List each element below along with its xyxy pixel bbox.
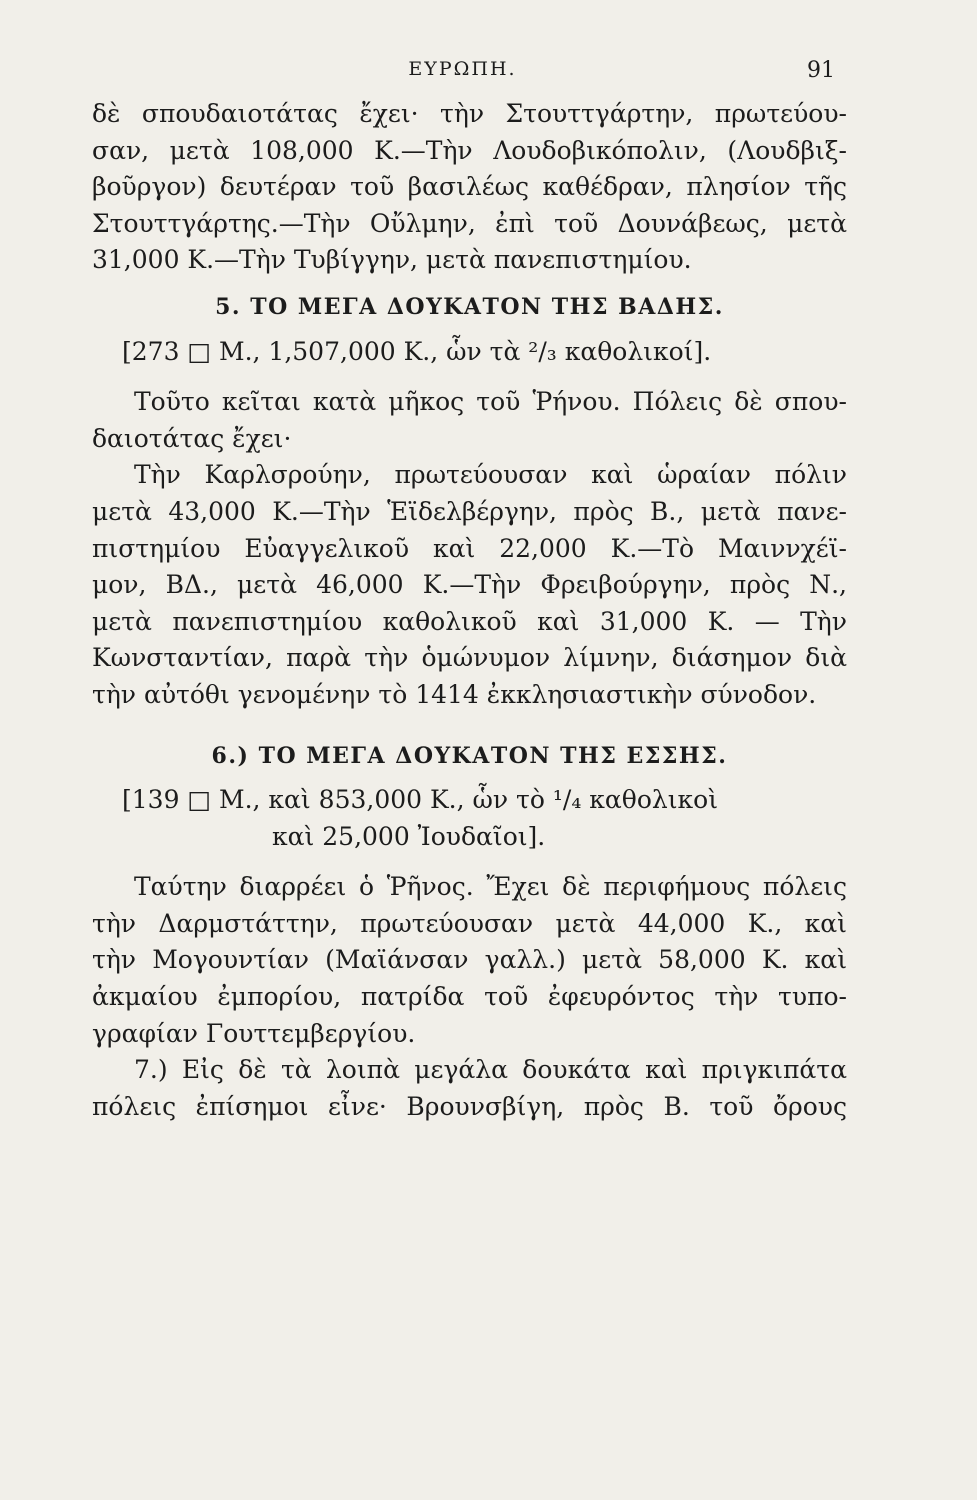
text-line: γραφίαν Γουττεμβεργίου. xyxy=(92,1018,416,1048)
section-5-text xyxy=(92,384,847,713)
page-number: 91 xyxy=(807,58,835,83)
text-line: Ταύτην διαρρέει ὁ Ῥῆνος. Ἔχει δὲ περιφήμους πόλεις xyxy=(134,872,847,902)
section-6-text xyxy=(92,869,847,1052)
text-line: σαν, μετὰ 108,000 Κ.—Τὴν Λουδοβικόπολιν, (Λουδβιξ- xyxy=(92,135,847,165)
text-line: τὴν Δαρμστάττην, πρωτεύουσαν μετὰ 44,000 Κ., καὶ xyxy=(92,908,847,938)
section-6-heading: 6.) ΤΟ ΜΕΓΑ ΔΟΥΚΑΤΟΝ ΤΗΣ ΕΣΣΗΣ. xyxy=(211,742,728,769)
text-line: πιστημίου Εὐαγγελικοῦ καὶ 22,000 Κ.—Τὸ Μαιννχέϊ- xyxy=(92,533,847,563)
intro-paragraph xyxy=(92,96,847,279)
text-line: δὲ σπουδαιοτάτας ἔχει· τὴν Στουττγάρτην, πρωτεύου- xyxy=(92,99,847,128)
section-7-text xyxy=(92,1052,847,1125)
text-line: ἀκμαίου ἐμπορίου, πατρίδα τοῦ ἐφευρόντος τὴν τυπο- xyxy=(92,982,847,1012)
page-body xyxy=(92,96,847,1125)
page-header xyxy=(90,58,835,88)
text-line: τὴν Μογουντίαν (Μαϊάνσαν γαλλ.) μετὰ 58,000 Κ. καὶ xyxy=(92,945,847,975)
text-line: 7.) Εἰς δὲ τὰ λοιπὰ μεγάλα δουκάτα καὶ πριγκιπάτα xyxy=(134,1055,847,1085)
text-line: 31,000 Κ.—Τὴν Τυβίγγην, μετὰ πανεπιστημίου. xyxy=(92,245,692,275)
text-line: Τὴν Καρλσρούην, πρωτεύουσαν καὶ ὡραίαν πόλιν xyxy=(134,460,847,490)
text-line: πόλεις ἐπίσημοι εἶνε· Βρουνσβίγη, πρὸς Β. τοῦ ὄρους xyxy=(92,1091,847,1121)
text-line: Κωνσταντίαν, παρὰ τὴν ὁμώνυμον λίμνην, διάσημον διὰ xyxy=(92,643,847,673)
text-line: Στουττγάρτης.—Τὴν Οὔλμην, ἐπὶ τοῦ Δουνάβεως, μετὰ xyxy=(92,208,847,238)
text-line: μον, ΒΔ., μετὰ 46,000 Κ.—Τὴν Φρειβούργην, πρὸς Ν., xyxy=(92,570,847,600)
text-line: μετὰ 43,000 Κ.—Τὴν Ἑϊδελβέργην, πρὸς Β., μετὰ πανε- xyxy=(92,496,847,526)
text-line: δαιοτάτας ἔχει· xyxy=(92,423,292,453)
section-5-heading: 5. ΤΟ ΜΕΓΑ ΔΟΥΚΑΤΟΝ ΤΗΣ ΒΑΔΗΣ. xyxy=(215,293,724,320)
section-6-stats xyxy=(122,782,847,855)
text-line: τὴν αὐτόθι γενομένην τὸ 1414 ἐκκλησιαστικὴν σύνοδον. xyxy=(92,679,817,709)
text-line: μετὰ πανεπιστημίου καθολικοῦ καὶ 31,000 Κ. — Τὴν xyxy=(92,606,847,636)
stats-line: καὶ 25,000 Ἰουδαῖοι]. xyxy=(272,821,546,851)
section-5-stats: [273 □ Μ., 1,507,000 Κ., ὧν τὰ ²/₃ καθολικοί]. xyxy=(122,336,712,366)
stats-line: [139 □ Μ., καὶ 853,000 Κ., ὧν τὸ ¹/₄ καθολικοὶ xyxy=(122,785,719,815)
running-title: ΕΥΡΩΠΗ. xyxy=(408,58,517,80)
text-line: Τοῦτο κεῖται κατὰ μῆκος τοῦ Ῥήνου. Πόλεις δὲ σπου- xyxy=(134,387,847,417)
text-line: βοῦργον) δευτέραν τοῦ βασιλέως καθέδραν, πλησίον τῆς xyxy=(92,172,847,202)
